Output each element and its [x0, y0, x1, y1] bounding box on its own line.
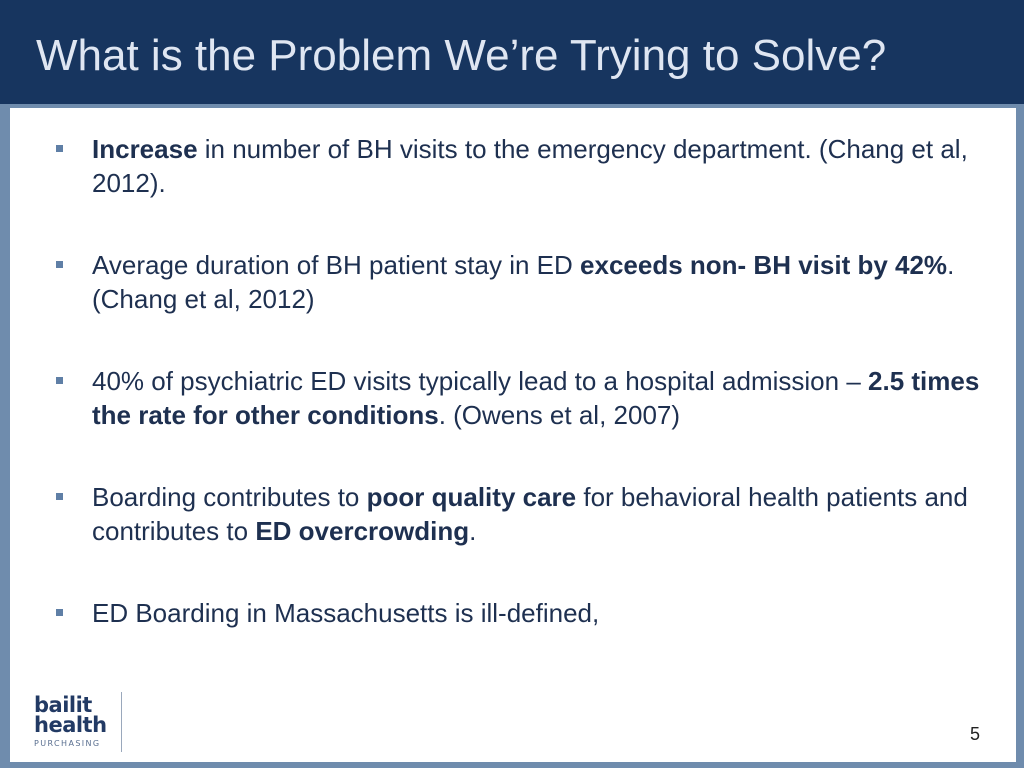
bullet-text: Boarding contributes to [92, 482, 367, 512]
bullet-emphasis: Increase [92, 134, 198, 164]
bullet-text: . [469, 516, 477, 546]
slide-title: What is the Problem We’re Trying to Solve? [36, 31, 887, 80]
logo-divider [121, 692, 122, 752]
bullet-emphasis: 2.5 times the rate for other conditions [92, 366, 980, 430]
square-bullet-icon [56, 145, 63, 152]
logo-tagline: PURCHASING [34, 739, 101, 748]
bullet-text: . (Chang et al, 2012) [92, 250, 955, 314]
title-bar [0, 0, 1024, 108]
logo-line-1: bailit [34, 693, 92, 717]
square-bullet-icon [56, 609, 63, 616]
bullet-item-4 [52, 480, 987, 548]
bullet-list [52, 132, 987, 678]
bullet-text: ED Boarding in Massachusetts is ill-defined, [92, 598, 600, 628]
bullet-item-5 [52, 596, 987, 630]
bullet-item-3 [52, 364, 987, 432]
bullet-emphasis: ED overcrowding [255, 516, 470, 546]
bullet-text: . (Owens et al, 2007) [438, 400, 681, 430]
bullet-item-1 [52, 132, 987, 200]
square-bullet-icon [56, 261, 63, 268]
bullet-text: in number of BH visits to the emergency department. (Chang et al, 2012). [92, 134, 968, 198]
logo-line-2: health [34, 713, 107, 737]
bailit-health-logo [30, 690, 130, 754]
square-bullet-icon [56, 377, 63, 384]
bullet-text: 40% of psychiatric ED visits typically lead to a hospital admission – [92, 366, 869, 396]
page-number: 5 [970, 724, 981, 744]
bullet-emphasis: exceeds non- BH visit by 42% [580, 250, 948, 280]
bullet-emphasis: poor quality care [366, 482, 577, 512]
bullet-text: Average duration of BH patient stay in ED [92, 250, 581, 280]
bullet-text: for behavioral health patients and contributes to [92, 482, 968, 546]
bullet-item-2 [52, 248, 987, 316]
square-bullet-icon [56, 493, 63, 500]
